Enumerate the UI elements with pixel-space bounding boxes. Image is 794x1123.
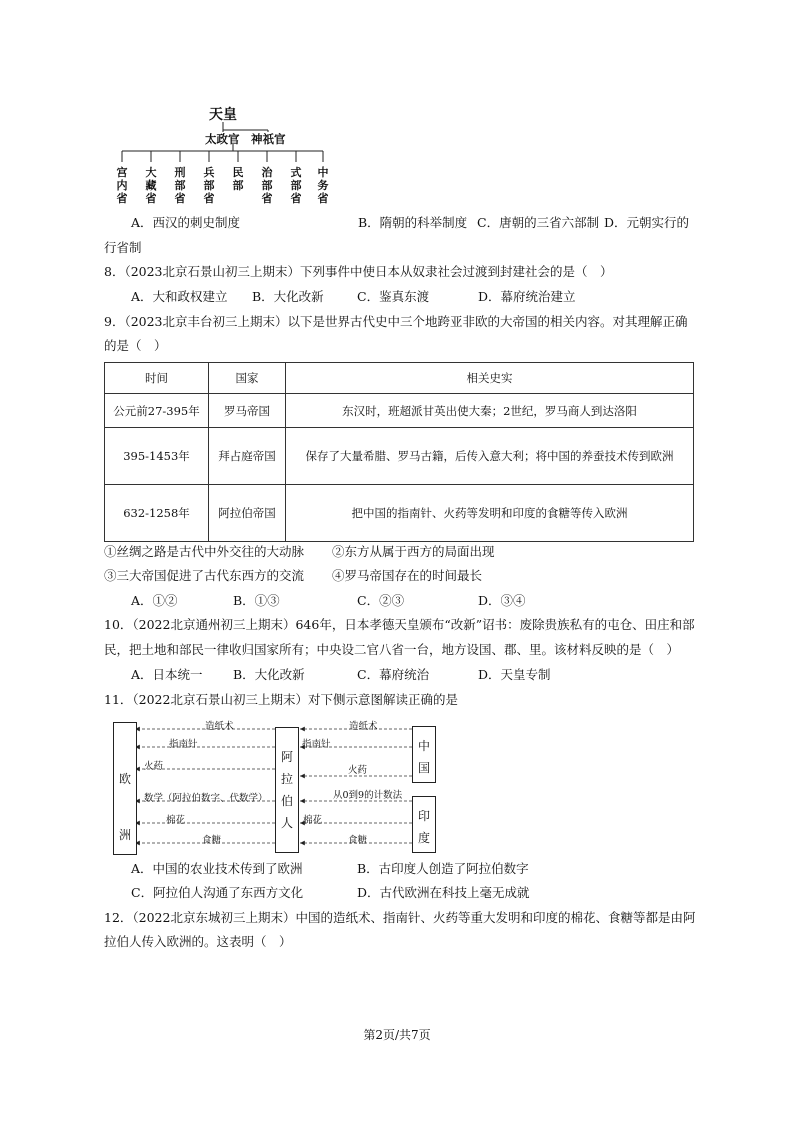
left-label-compass: 指南针 xyxy=(169,739,198,750)
cell-country: 拜占庭帝国 xyxy=(209,428,286,485)
arab-label: 阿拉伯人 xyxy=(280,750,293,830)
ministry-3: 兵部省 xyxy=(203,166,215,205)
cell-facts: 把中国的指南针、火药等发明和印度的食糖等传入欧洲 xyxy=(286,485,694,542)
q7-option-a: A．西汉的刺史制度 xyxy=(131,215,241,230)
q8-stem: 8．（2023北京石景山初三上期末）下列事件中使日本从奴隶社会过渡到封建社会的是（ ） xyxy=(104,264,613,279)
right-label-compass: 指南针 xyxy=(302,739,331,750)
q7-option-d-continued: 行省制 xyxy=(104,240,142,255)
ministry-5: 治部省 xyxy=(261,166,273,205)
cell-time: 公元前27-395年 xyxy=(105,394,209,428)
ministry-0: 宫内省 xyxy=(116,166,128,205)
arab-box xyxy=(275,727,299,853)
q9-statement-3: ③三大帝国促进了古代东西方的交流 xyxy=(104,568,305,583)
header-time: 时间 xyxy=(105,363,209,394)
diagram-second-left: 太政官 xyxy=(205,132,240,146)
cell-facts: 保存了大量希腊、罗马古籍，后传入意大利；将中国的养蚕技术传到欧洲 xyxy=(286,428,694,485)
q10-stem-line2: 民，把土地和部民一律收归国家所有；中央设二官八省一台，地方设国、郡、里。该材料反映的是（ ） xyxy=(104,642,680,657)
q8-option-c: C．鉴真东渡 xyxy=(357,289,430,304)
q9-statement-1: ①丝绸之路是古代中外交往的大动脉 xyxy=(104,544,305,559)
q7-option-c: C．唐朝的三省六部制 xyxy=(477,215,600,230)
empires-table xyxy=(104,362,694,542)
q7-option-b: B．隋朝的科举制度 xyxy=(358,215,468,230)
q8-option-b: B．大化改新 xyxy=(252,289,324,304)
header-facts: 相关史实 xyxy=(286,363,694,394)
china-box xyxy=(412,726,436,783)
ministry-7: 中务省 xyxy=(317,166,329,205)
q10-stem-line1: 10．（2022北京通州初三上期末）646年，日本孝德天皇颁布“改新”诏书：废除贵族私有的屯仓、田庄和部 xyxy=(104,617,695,632)
table-header-row xyxy=(105,363,694,394)
cell-time: 632-1258年 xyxy=(105,485,209,542)
left-label-sugar: 食糖 xyxy=(202,835,222,846)
page-number: 第2页/共7页 xyxy=(363,1028,431,1042)
q9-statement-4: ④罗马帝国存在的时间最长 xyxy=(332,568,483,583)
header-country: 国家 xyxy=(209,363,286,394)
q9-option-d: D．③④ xyxy=(478,593,526,608)
europe-box xyxy=(113,722,137,855)
table-row xyxy=(105,394,694,428)
cell-facts: 东汉时，班超派甘英出使大秦；2世纪，罗马商人到达洛阳 xyxy=(286,394,694,428)
india-label: 印度 xyxy=(417,809,430,845)
left-label-cotton: 棉花 xyxy=(166,815,186,826)
ministry-4: 民部 xyxy=(232,166,244,192)
right-label-numerals: 从0到9的计数法 xyxy=(333,790,403,801)
q9-statement-2: ②东方从属于西方的局面出现 xyxy=(332,544,495,559)
q12-stem-line1: 12．（2022北京东城初三上期末）中国的造纸术、指南针、火药等重大发明和印度的棉花、食糖等都是由阿 xyxy=(104,910,696,925)
right-label-cotton: 棉花 xyxy=(303,815,323,826)
diagram-second-right: 神祇官 xyxy=(251,132,286,146)
q12-stem-line2: 拉伯人传入欧洲的。这表明（ ） xyxy=(104,934,292,949)
q8-option-d: D．幕府统治建立 xyxy=(478,289,576,304)
q11-option-c: C．阿拉伯人沟通了东西方文化 xyxy=(131,885,304,900)
q11-stem: 11．（2022北京石景山初三上期末）对下侧示意图解读正确的是 xyxy=(104,692,458,707)
china-label: 中国 xyxy=(417,739,430,775)
q8-option-a: A．大和政权建立 xyxy=(131,289,228,304)
right-label-gunpowder: 火药 xyxy=(348,765,368,776)
q9-option-c: C．②③ xyxy=(357,593,405,608)
ministry-2: 刑部省 xyxy=(174,166,186,205)
cell-country: 罗马帝国 xyxy=(209,394,286,428)
q10-option-d: D．天皇专制 xyxy=(478,667,551,682)
q11-option-b: B．古印度人创造了阿拉伯数字 xyxy=(357,861,529,876)
q7-option-d: D．元朝实行的 xyxy=(604,215,690,230)
left-label-gunpowder: 火药 xyxy=(144,761,164,772)
ministry-6: 式部省 xyxy=(290,166,302,205)
cell-time: 395-1453年 xyxy=(105,428,209,485)
right-label-paper: 造纸术 xyxy=(349,721,378,732)
q9-stem-line2: 的是（ ） xyxy=(104,338,167,353)
q10-option-a: A．日本统一 xyxy=(131,667,203,682)
q9-option-a: A．①② xyxy=(131,593,178,608)
left-label-math: 数学（阿拉伯数字、代数学） xyxy=(144,793,268,804)
q10-option-b: B．大化改新 xyxy=(233,667,305,682)
cell-country: 阿拉伯帝国 xyxy=(209,485,286,542)
right-label-sugar: 食糖 xyxy=(348,835,368,846)
q9-option-b: B．①③ xyxy=(233,593,280,608)
left-label-paper: 造纸术 xyxy=(205,721,234,732)
q10-option-c: C．幕府统治 xyxy=(357,667,430,682)
diagram-top-emperor: 天皇 xyxy=(209,107,237,123)
q9-stem-line1: 9．（2023北京丰台初三上期末）以下是世界古代史中三个地跨亚非欧的大帝国的相关内容。对其理解正确 xyxy=(104,314,688,329)
table-row xyxy=(105,485,694,542)
india-box xyxy=(412,796,436,853)
q11-option-a: A．中国的农业技术传到了欧洲 xyxy=(131,861,303,876)
europe-label: 欧洲 xyxy=(118,772,131,842)
table-row xyxy=(105,428,694,485)
q11-option-d: D．古代欧洲在科技上毫无成就 xyxy=(357,885,530,900)
ministry-1: 大藏省 xyxy=(145,166,157,205)
